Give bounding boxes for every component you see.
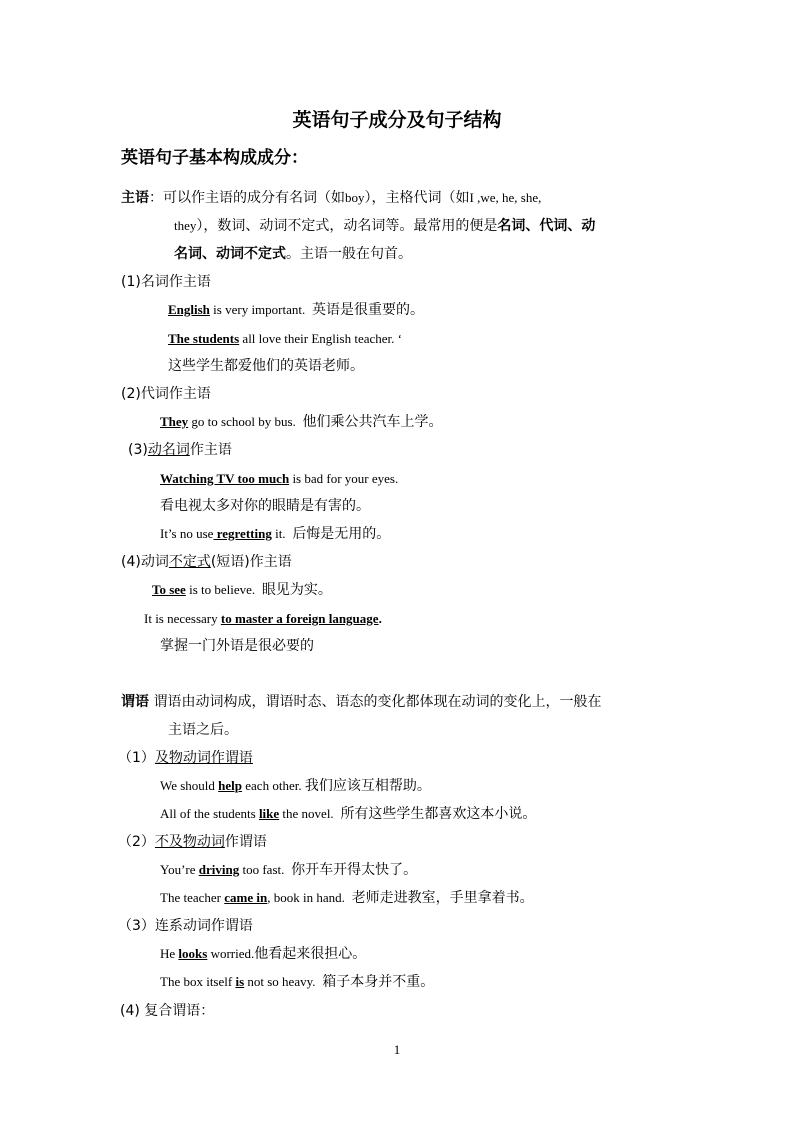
section-heading: 英语句子基本构成成分： <box>121 148 308 168</box>
subsection-heading <box>118 832 267 852</box>
predicate-intro-line-2: 主语之后。 <box>168 722 238 738</box>
example-text: We should <box>160 778 219 793</box>
example-text: It’s no use <box>160 526 214 541</box>
example-translation: 这些学生都爱他们的英语老师。 <box>168 358 364 374</box>
heading-text: 作主语 <box>189 442 232 458</box>
predicate-intro-line-1 <box>121 692 601 713</box>
intro-text: ），主格代词（如 <box>364 190 470 206</box>
example-sentence <box>160 972 434 993</box>
subject-intro-line-1 <box>121 188 541 209</box>
example-text: is to believe. <box>185 582 259 597</box>
example-text: it. <box>271 526 289 541</box>
example-text: worried. <box>207 946 255 961</box>
example-sentence <box>152 580 332 601</box>
predicate-label: 谓语 <box>121 694 149 710</box>
intro-example: I ,we, he, she, <box>469 190 542 205</box>
example-text: The box itself <box>160 974 236 989</box>
heading-term: 动名词 <box>147 442 190 458</box>
intro-example: they <box>174 218 197 233</box>
heading-term: 不及物动词 <box>154 834 225 850</box>
page-title: 英语句子成分及句子结构 <box>292 109 502 131</box>
example-keyword: The students <box>168 331 240 346</box>
example-keyword: came in <box>224 890 268 905</box>
example-text: not so heavy. <box>244 974 319 989</box>
example-translation: 你开车开得太快了。 <box>291 862 418 878</box>
example-text: the novel. <box>279 806 337 821</box>
subsection-heading <box>118 748 253 768</box>
example-translation: 他看起来很担心。 <box>254 946 367 962</box>
subsection-heading <box>128 440 232 460</box>
example-translation: 掌握一门外语是很必要的 <box>160 638 314 654</box>
example-sentence <box>160 524 390 545</box>
example-translation: 眼见为实。 <box>261 582 332 598</box>
subsection-heading: (2)代词作主语 <box>121 386 211 402</box>
example-text: too fast. <box>239 862 288 877</box>
intro-text: ），数词、动词不定式，动名词等。最常用的便是 <box>196 218 498 234</box>
example-text: go to school by bus. <box>188 414 300 429</box>
example-keyword: is <box>235 974 245 989</box>
example-sentence <box>160 469 398 490</box>
example-translation: 英语是很重要的。 <box>312 302 424 318</box>
example-text: . <box>378 611 382 626</box>
example-translation: 后悔是无用的。 <box>292 526 391 542</box>
page-number: 1 <box>393 1042 401 1057</box>
heading-number: （2） <box>118 834 155 850</box>
example-text: You’re <box>160 862 199 877</box>
example-keyword: driving <box>198 862 240 877</box>
example-keyword: They <box>160 414 189 429</box>
example-translation: 箱子本身并不重。 <box>322 974 435 990</box>
heading-text: (短语)作主语 <box>210 554 292 570</box>
example-text: He <box>160 946 179 961</box>
heading-term: 及物动词作谓语 <box>154 750 253 766</box>
intro-emphasis: 名词、动词不定式 <box>174 246 286 262</box>
example-text: is bad for your eyes. <box>289 471 399 486</box>
example-text: all love their English teacher. ‘ <box>239 331 402 346</box>
example-translation: 所有这些学生都喜欢这本小说。 <box>340 806 537 822</box>
example-sentence <box>160 412 443 433</box>
subject-label: 主语 <box>121 190 149 206</box>
heading-number: (4)动词 <box>121 554 169 570</box>
example-keyword: regretting <box>213 526 272 541</box>
example-translation: 老师走进教室，手里拿着书。 <box>351 890 534 906</box>
example-text: , book in hand. <box>267 890 349 905</box>
example-keyword: Watching TV too much <box>160 471 290 486</box>
example-sentence <box>160 776 431 797</box>
example-text: All of the students <box>160 806 259 821</box>
example-keyword: to master a foreign language <box>220 611 379 626</box>
subsection-heading: （3）连系动词作谓语 <box>118 918 253 934</box>
example-translation: 我们应该互相帮助。 <box>304 778 431 794</box>
example-text: each other. <box>242 778 305 793</box>
example-text: The teacher <box>160 890 225 905</box>
subject-intro-line-3 <box>174 244 412 265</box>
subsection-heading <box>121 552 292 572</box>
example-keyword: English <box>168 302 210 317</box>
example-sentence <box>160 804 536 825</box>
heading-term: 不定式 <box>168 554 211 570</box>
example-keyword: looks <box>178 946 208 961</box>
intro-text: 谓语由动词构成，谓语时态、语态的变化都体现在动词的变化上，一般在 <box>149 694 602 710</box>
example-text: is very important. <box>209 302 309 317</box>
example-sentence <box>160 944 366 965</box>
subject-intro-line-2 <box>174 216 595 237</box>
example-keyword: To see <box>152 582 186 597</box>
example-text: It is necessary <box>144 611 221 626</box>
intro-example: boy <box>345 190 365 205</box>
example-keyword: like <box>258 806 280 821</box>
subsection-heading: (1)名词作主语 <box>121 274 211 290</box>
example-sentence <box>160 888 534 909</box>
example-sentence <box>144 609 382 630</box>
example-sentence <box>168 329 402 350</box>
subsection-heading: (4) 复合谓语： <box>120 1003 215 1019</box>
heading-text: 作谓语 <box>224 834 267 850</box>
example-keyword: help <box>218 778 243 793</box>
intro-text: ：可以作主语的成分有名词（如 <box>149 190 345 206</box>
example-sentence <box>168 300 424 321</box>
example-sentence <box>160 860 417 881</box>
heading-number: (3) <box>128 442 148 458</box>
heading-number: （1） <box>118 750 155 766</box>
example-translation: 他们乘公共汽车上学。 <box>302 414 443 430</box>
intro-text: 。主语一般在句首。 <box>286 246 412 262</box>
intro-emphasis: 名词、代词、动 <box>497 218 596 234</box>
example-translation: 看电视太多对你的眼睛是有害的。 <box>160 498 370 514</box>
